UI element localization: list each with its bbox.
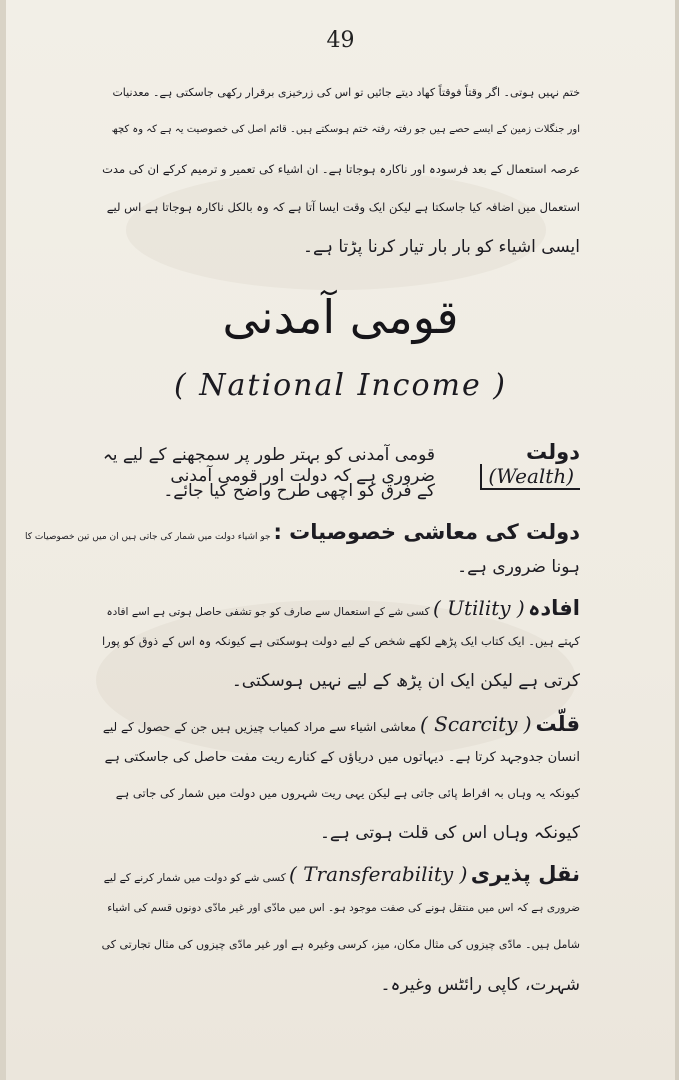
transferability-rest: کسی شے کو دولت میں شمار کرنے کے لیے [103,872,286,884]
paper-stain [126,170,546,290]
intro-line: ختم نہیں ہوتی۔ اگر وقتاً فوقتاً کھاد دیتے جائیں تو اس کی زرخیزی برقرار رکھی جاسکتی ہے۔ معدنیات [112,86,580,99]
chapter-subtitle: ( National Income ) [174,368,507,403]
features-heading: دولت کی معاشی خصوصیات : [273,520,580,544]
utility-rest: کسی شے کے استعمال سے صارف کو جو تشفی حاصل ہوتی ہے اسے افادہ [106,606,430,618]
scarcity-heading-line [101,712,580,736]
transferability-line: ضروری ہے کہ اس میں منتقل ہونے کی صفت موجود ہو۔ اس میں مادّی اور غیر مادّی دونوں قسم کی اشیاء [107,902,580,914]
utility-term-en: ( Utility ) [432,596,525,620]
transferability-term: نقل پذیری [470,862,580,886]
utility-term: افادہ [528,596,580,620]
wealth-definition [101,440,580,510]
wealth-line: کے فرق کو اچھی طرح واضح کیا جائے۔ [163,481,435,501]
chapter-title: قومی آمدنی [222,290,459,344]
transferability-term-en: ( Transferability ) [289,862,468,886]
features-heading-line [25,520,580,544]
transferability-line: شامل ہیں۔ مادّی چیزوں کی مثال مکان، میز، کرسی وغیرہ ہے اور غیر مادّی چیزوں کی مثال تجارتی کی [101,938,580,951]
features-heading-rest: جو اشیاء دولت میں شمار کی جاتی ہیں ان میں تین خصوصیات کا [25,532,271,542]
utility-line: کہتے ہیں۔ ایک کتاب ایک پڑھے لکھے شخص کے لیے دولت ہوسکتی ہے کیونکہ وہ اس کے ذوق کو پورا [101,634,580,648]
page-number: 49 [326,28,355,53]
wealth-term: دولت [526,440,580,464]
features-line: ہونا ضروری ہے۔ [457,557,580,577]
wealth-label [480,440,580,490]
intro-line: عرصہ استعمال کے بعد فرسودہ اور ناکارہ ہوجاتا ہے۔ ان اشیاء کی تعمیر و ترمیم کرکے ان کی مدت [102,162,580,176]
utility-heading-line [101,596,580,620]
transferability-line: شہرت، کاپی رائٹس وغیرہ۔ [380,975,580,995]
intro-line: اور جنگلات زمین کے ایسے حصے ہیں جو رفتہ رفتہ ختم ہوسکتے ہیں۔ قائم اصل کی خصوصیت یہ ہے کہ وہ کچھ [111,124,580,135]
wealth-term-en: (Wealth) [480,464,580,490]
scarcity-line: کیونکہ یہ وہاں بہ افراط پائی جاتی ہے لیکن یہی ریت شہروں میں دولت میں شمار کی جاتی ہے [115,786,580,800]
wealth-line: قومی آمدنی کو بہتر طور پر سمجھنے کے لیے یہ ضروری ہے کہ دولت اور قومی آمدنی [102,445,435,486]
scarcity-rest: معاشی اشیاء سے مراد کمیاب چیزیں ہیں جن کے حصول کے لیے [102,720,417,734]
scarcity-line: کیونکہ وہاں اس کی قلت ہوتی ہے۔ [319,823,580,843]
intro-line: استعمال میں اضافہ کیا جاسکتا ہے لیکن ایک وقت ایسا آتا ہے کہ وہ بالکل ناکارہ ہوجاتا ہے اس لیے [106,200,580,214]
utility-line: کرتی ہے لیکن ایک ان پڑھ کے لیے نہیں ہوسکتی۔ [231,671,580,691]
intro-line: ایسی اشیاء کو بار بار تیار کرنا پڑتا ہے۔ [303,237,580,257]
scarcity-term-en: ( Scarcity ) [419,712,532,736]
transferability-heading-line [101,862,580,886]
scarcity-term: قلّت [535,712,580,736]
scarcity-line: انسان جدوجہد کرتا ہے۔ دیہاتوں میں دریاؤں کے کنارے ریت مفت حاصل کی جاسکتی ہے [104,750,580,765]
